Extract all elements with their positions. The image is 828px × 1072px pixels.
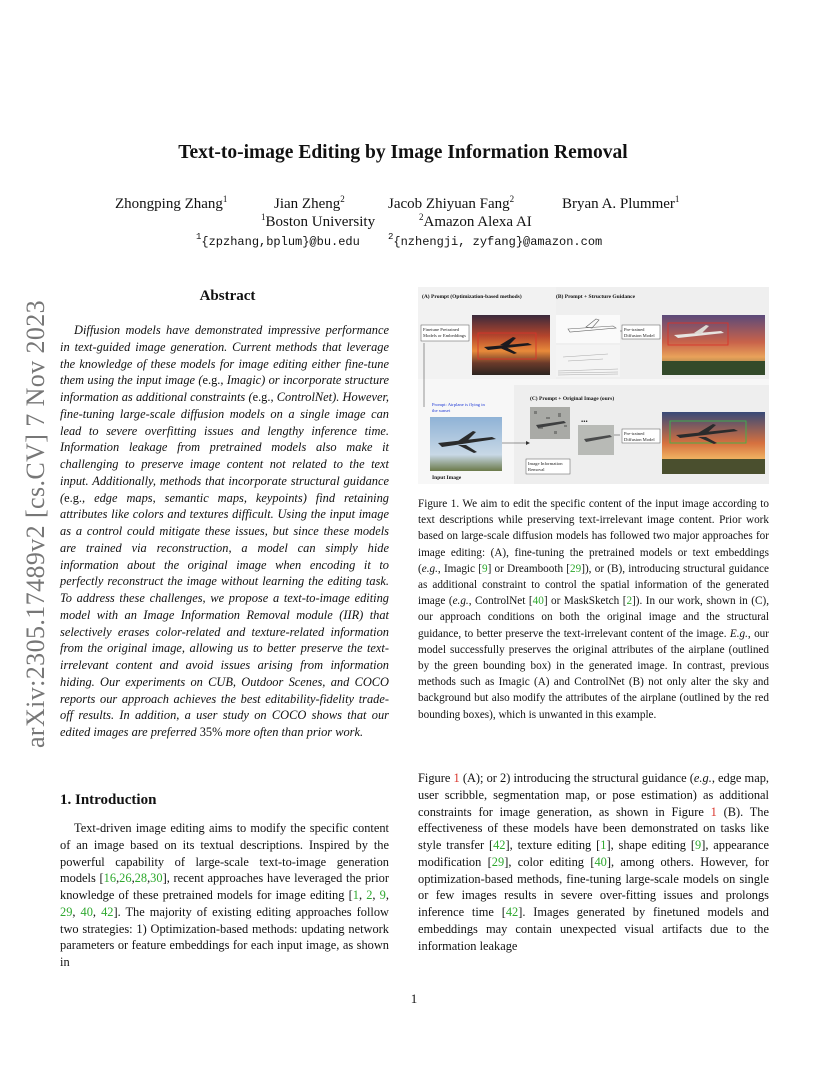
figure-label-c: (C) Prompt + Original Image (ours) <box>530 396 615 402</box>
input-image-label: Input Image <box>432 475 462 481</box>
iir-box-line-1: Image Information <box>528 461 563 466</box>
figure-1 <box>418 287 769 484</box>
email-2: $^2${nzhengji, zyfang}@amazon.com <box>388 232 603 249</box>
citation-link[interactable]: 2 <box>366 888 373 902</box>
citation-link[interactable]: 9 <box>481 562 488 575</box>
ellipsis-mark: ... <box>581 414 588 424</box>
citation-link[interactable]: 28 <box>134 871 148 886</box>
paper-title: Text-to-image Editing by Image Information Removal <box>178 142 628 163</box>
citation-link[interactable]: 42 <box>493 838 506 852</box>
pretrained-box-c-line-1: Pre-trained <box>624 431 645 436</box>
prompt-line-1: Prompt: Airplane is flying in <box>432 402 485 407</box>
prompt-line-2: the sunset <box>432 408 451 413</box>
page-number: 1 <box>410 991 418 1006</box>
figure-label-a: (A) Prompt (Optimization-based methods) <box>422 294 522 300</box>
citation-link[interactable]: 1 <box>600 838 607 852</box>
citation-link[interactable]: 40 <box>532 595 544 608</box>
arxiv-stamp <box>22 288 50 760</box>
arxiv-id: arXiv:2305.17489v2 [cs.CV] 7 Nov 2023 <box>21 299 50 749</box>
iir-box-line-2: Removal <box>528 467 545 472</box>
right-column-body: Figure 1 (A); or 2) introducing the structural guidance (e.g., edge map, user scribble, segmentation map, or pose estimation) as additional constraints for image generation, as shown in Figure 1 (B). The effectiveness of these models have been demonstrated on tasks like style transfer [42], texture editing [1], shape editing [9], appearance modification [29], color editing [40], among others. However, for optimization-based methods, fine-tuning large-scale models on single or few images results in severe over-fitting issues and prolongs inference time [42]. Images generated by finetuned models and embeddings may contain unexpected visual artifacts due to the information leakage <box>418 771 770 953</box>
author-2: Jian Zheng$^2$ <box>274 194 345 212</box>
citation-link[interactable]: 40 <box>80 904 93 919</box>
figure-1-caption: Figure 1. We aim to edit the specific content of the input image according to text descriptions while preserving text-irrelevant image content. Prior work based on large-scale diffusion models has followed two major approaches for image editing: (A), fine-tuning the pretrained models or text embeddings (e.g., Imagic [9] or Dreambooth [29]), or (B), introducing structural guidance as additional constraint to control the spatial information of the generated image (e.g., ControlNet [40] or MaskSketch [2]). In our work, shown in (C), our approach conditions on both the original image and the structural guidance, to better preserve the text-irrelevant content of the image. E.g., our model successfully preserves the original attributes of the airplane (outlined by the green bounding box) in the generated image. In contrast, previous methods such as Imagic (A) and ControlNet (B) not only alter the sky and background but also modify the attributes of the airplane (outlined by the red bounding boxes), which is unwanted in this example. <box>418 498 769 721</box>
citation-link[interactable]: 2 <box>626 595 633 608</box>
email-1: $^1${zpzhang,bplum}@bu.edu <box>196 232 360 249</box>
author-4: Bryan A. Plummer$^1$ <box>562 194 680 212</box>
figure-ref-link[interactable]: 1 <box>453 771 460 785</box>
citation-link[interactable]: 40 <box>594 854 607 869</box>
author-3: Jacob Zhiyuan Fang$^2$ <box>388 194 515 212</box>
pretrained-box-b-line-2: Diffusion Model <box>624 333 655 338</box>
figure-ref-link[interactable]: 1 <box>710 804 717 819</box>
affiliation-1: $^1$Boston University <box>261 212 376 230</box>
finetune-box-line-1: Finetune Pretrained <box>423 327 460 332</box>
citation-link[interactable]: 9 <box>695 838 702 852</box>
citation-link[interactable]: 26 <box>119 871 132 886</box>
abstract-body: Diffusion models have demonstrated impressive performance in text-guided image generation. Current methods that leverage the knowledge of these models for image editing either fine-tune them using the input image (e.g., Imagic) or incorporate structure information as additional constraints (e.g., ControlNet). However, fine-tuning large-scale diffusion models on a single image can lead to severe overfitting issues and lengthy inference time. Information leakage from pretrained models also make it challenging to preserve image content not related to the text input. Additionally, methods that incorporate structural guidance (e.g., edge maps, semantic maps, keypoints) find retaining attributes like colors and textures difficult. Using the input image as a control could mitigate these issues, but since these models are trained via reconstruction, a model can simply hide information about the original image when encoding it to perfectly reconstruct the image without learning the editing task. To address these challenges, we propose a text-to-image editing model with an Image Information Removal module (IIR) that selectively erases color-related and texture-related information from the original image, allowing us to better preserve the text-irrelevant content and avoid issues arising from information hiding. Our experiments on CUB, Outdoor Scenes, and COCO reports our approach achieves the best editability-fidelity trade-off results. In addition, a user study on COCO shows that our edited images are preferred 35% more often than prior work. <box>60 323 389 739</box>
author-1: Zhongping Zhang$^1$ <box>115 194 228 212</box>
finetune-box-line-2: Models or Embeddings <box>423 333 466 338</box>
citation-link[interactable]: 42 <box>101 904 114 919</box>
affiliation-2: $^2$Amazon Alexa AI <box>419 212 532 230</box>
introduction-body: Text-driven image editing aims to modify the specific content of an image based on its textual descriptions. Inspired by the powerful capability of large-scale text-to-image generation models [16,26,28,30], recent approaches have leveraged the prior knowledge of these pretrained models for image editing [1, 2, 9, 29, 40, 42]. The majority of existing editing approaches follow two strategies: 1) Optimization-based methods: updating network parameters or feature embeddings for each input image, as shown in <box>60 821 389 969</box>
citation-link[interactable]: 29 <box>570 562 582 575</box>
sketch-image <box>556 315 620 343</box>
introduction-heading: 1. Introduction <box>60 792 157 808</box>
citation-link[interactable]: 42 <box>505 905 519 919</box>
abstract-heading: Abstract <box>199 288 256 304</box>
citation-link[interactable]: 29 <box>60 904 73 919</box>
citation-link[interactable]: 9 <box>379 888 386 902</box>
pretrained-box-c-line-2: Diffusion Model <box>624 437 655 442</box>
pretrained-box-b-line-1: Pre-trained <box>624 327 645 332</box>
citation-link[interactable]: 30 <box>150 871 163 886</box>
citation-link[interactable]: 29 <box>491 854 505 869</box>
citation-link[interactable]: 1 <box>352 888 359 902</box>
citation-link[interactable]: 16 <box>103 871 117 886</box>
figure-label-b: (B) Prompt + Structure Guidance <box>556 294 636 300</box>
